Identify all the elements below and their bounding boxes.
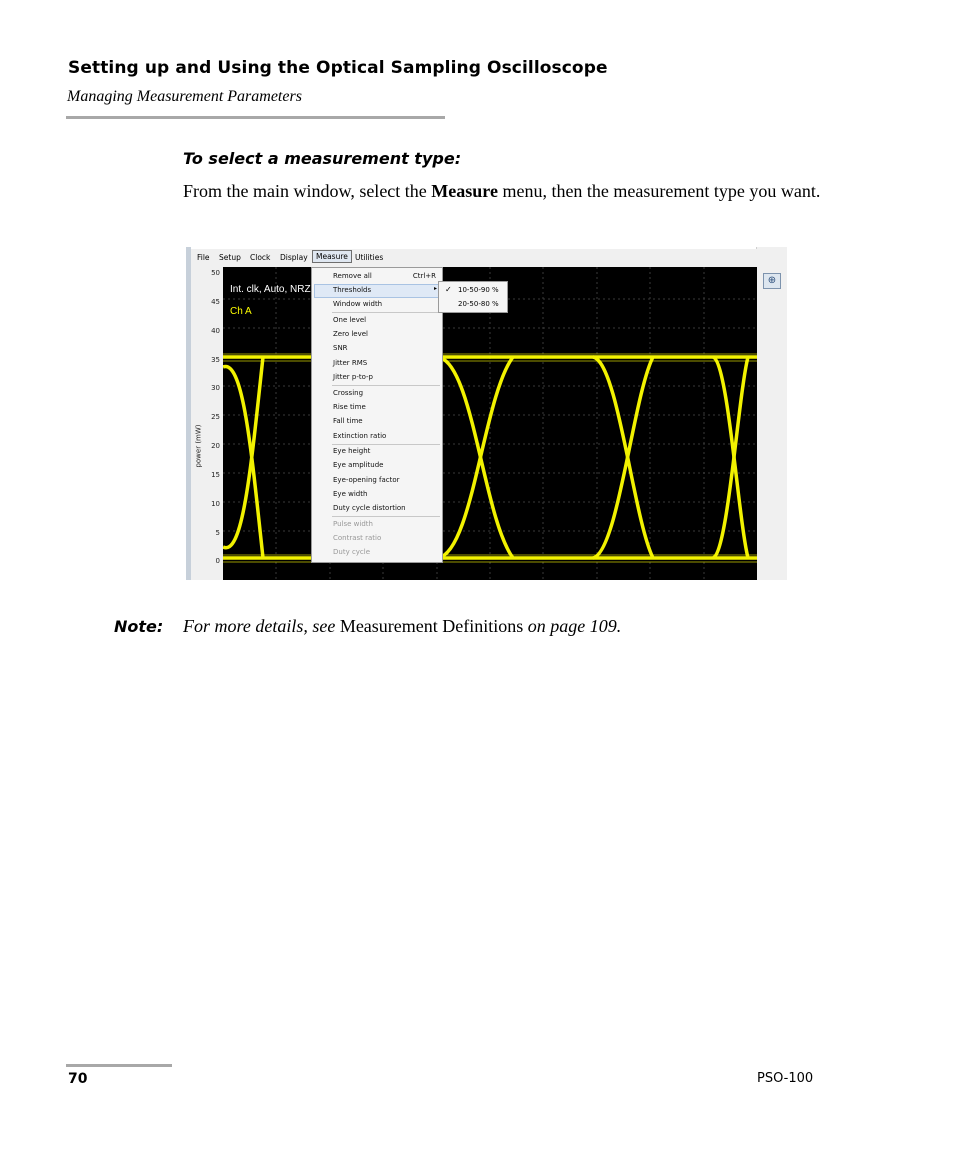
product-name: PSO-100	[757, 1071, 814, 1086]
menu-separator	[332, 444, 440, 445]
menu-item-eye-opening-factor[interactable]: Eye-opening factor	[333, 476, 400, 484]
y-axis-label: power (mW)	[194, 424, 203, 468]
eye-diagram-plot	[223, 267, 757, 580]
procedure-title: To select a measurement type:	[183, 149, 462, 168]
menu-item-fall-time[interactable]: Fall time	[333, 417, 363, 425]
y-tick: 45	[211, 298, 220, 306]
note-prefix: For more details, see	[183, 616, 340, 636]
y-axis	[191, 267, 223, 580]
menu-item-one-level[interactable]: One level	[333, 316, 367, 324]
menu-item-window-width[interactable]: Window width	[333, 300, 383, 308]
y-tick: 5	[215, 529, 220, 537]
procedure-instruction	[183, 179, 823, 203]
menu-display[interactable]: Display	[280, 253, 308, 262]
menu-item-remove-all[interactable]: Remove all	[333, 272, 372, 280]
y-tick: 20	[211, 442, 220, 450]
note-text	[183, 616, 621, 637]
y-tick: 30	[211, 384, 220, 392]
y-tick: 15	[211, 471, 220, 479]
menu-item-thresholds[interactable]: Thresholds	[333, 286, 372, 294]
footer-divider	[66, 1064, 172, 1067]
right-toolbar	[756, 247, 787, 580]
menu-separator	[332, 516, 440, 517]
y-tick: 0	[215, 557, 220, 565]
menu-item-jitter-pp[interactable]: Jitter p-to-p	[333, 373, 374, 381]
menu-bar	[191, 249, 761, 267]
checkmark-icon: ✓	[445, 285, 452, 294]
instruction-text-1: From the main window, select the	[183, 181, 432, 201]
submenu-item-10-50-90[interactable]: 10-50-90 %	[458, 286, 499, 294]
menu-item-eye-width[interactable]: Eye width	[333, 490, 368, 498]
y-tick: 40	[211, 327, 220, 335]
header-divider	[66, 116, 445, 119]
menu-file[interactable]: File	[197, 253, 210, 262]
menu-item-jitter-rms[interactable]: Jitter RMS	[333, 359, 368, 367]
menu-item-zero-level[interactable]: Zero level	[333, 330, 368, 338]
submenu-item-20-50-80[interactable]: 20-50-80 %	[458, 300, 499, 308]
menu-item-extinction-ratio[interactable]: Extinction ratio	[333, 432, 387, 440]
menu-utilities[interactable]: Utilities	[355, 253, 384, 262]
section-subtitle: Managing Measurement Parameters	[67, 88, 302, 105]
menu-clock[interactable]: Clock	[250, 253, 271, 262]
eye-diagram-svg	[223, 267, 757, 580]
measure-menu	[311, 267, 443, 563]
menu-item-snr[interactable]: SNR	[333, 344, 348, 352]
y-tick: 35	[211, 356, 220, 364]
shortcut-remove-all: Ctrl+R	[412, 272, 436, 280]
menu-measure[interactable]: Measure	[312, 250, 352, 263]
note-suffix: on page 109.	[523, 616, 622, 636]
menu-item-eye-height[interactable]: Eye height	[333, 447, 371, 455]
menu-item-crossing[interactable]: Crossing	[333, 389, 364, 397]
menu-separator	[332, 385, 440, 386]
submenu-arrow-icon: ▸	[433, 285, 437, 292]
instruction-bold-measure: Measure	[431, 181, 498, 201]
chapter-title: Setting up and Using the Optical Sampling Oscilloscope	[68, 58, 608, 78]
note-link[interactable]: Measurement Definitions	[339, 616, 524, 636]
menu-item-pulse-width: Pulse width	[333, 520, 373, 528]
channel-label: Ch A	[230, 306, 252, 317]
trigger-status-text: Int. clk, Auto, NRZ	[230, 284, 311, 295]
menu-item-rise-time[interactable]: Rise time	[333, 403, 366, 411]
note-label: Note:	[114, 617, 164, 636]
zoom-in-icon[interactable]: ⊕	[763, 273, 781, 289]
oscilloscope-screenshot	[186, 247, 787, 580]
thresholds-submenu	[438, 281, 508, 313]
menu-setup[interactable]: Setup	[219, 253, 241, 262]
y-tick: 50	[211, 269, 220, 277]
menu-item-duty-cycle: Duty cycle	[333, 548, 371, 556]
menu-item-contrast-ratio: Contrast ratio	[333, 534, 382, 542]
y-tick: 25	[211, 413, 220, 421]
instruction-text-2: menu, then the measurement type you want.	[497, 181, 821, 201]
menu-item-duty-cycle-distortion[interactable]: Duty cycle distortion	[333, 504, 406, 512]
menu-item-eye-amplitude[interactable]: Eye amplitude	[333, 461, 384, 469]
menu-separator	[332, 312, 440, 313]
y-tick: 10	[211, 500, 220, 508]
page-number: 70	[68, 1071, 88, 1087]
